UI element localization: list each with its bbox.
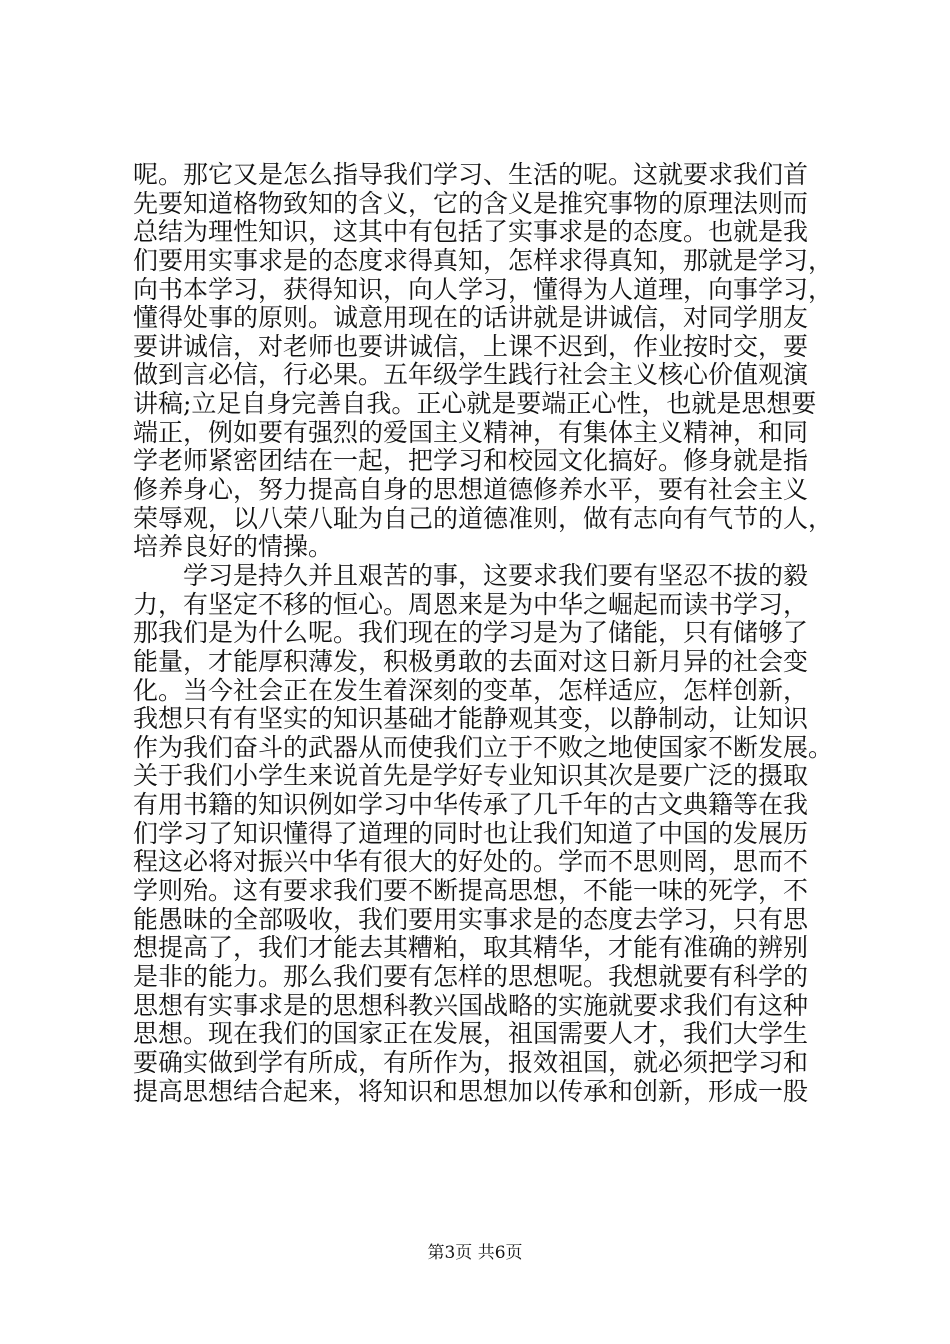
text-line: 我想只有有坚实的知识基础才能静观其变，以静制动，让知识: [133, 704, 809, 734]
text-line: 们学习了知识懂得了道理的同时也让我们知道了中国的发展历: [133, 818, 809, 848]
text-line: 荣辱观，以八荣八耻为自己的道德准则，做有志向有气节的人，: [133, 503, 834, 533]
text-line: 作为我们奋斗的武器从而使我们立于不败之地使国家不断发展。: [133, 732, 834, 762]
text-line: 讲稿;立足自身完善自我。正心就是要端正心性，也就是思想要: [133, 389, 817, 419]
text-line: 要确实做到学有所成，有所作为，报效祖国，就必须把学习和: [133, 1047, 809, 1077]
text-line: 是非的能力。那么我们要有怎样的思想呢。我想就要有科学的: [133, 961, 809, 991]
text-line: 关于我们小学生来说首先是学好专业知识其次是要广泛的摄取: [133, 761, 809, 791]
text-line: 有用书籍的知识例如学习中华传承了几千年的古文典籍等在我: [133, 790, 809, 820]
text-line: 思想。现在我们的国家正在发展，祖国需要人才，我们大学生: [133, 1019, 809, 1049]
text-line: 端正，例如要有强烈的爱国主义精神，有集体主义精神，和同: [133, 417, 809, 447]
text-line: 学习是持久并且艰苦的事，这要求我们要有坚忍不拔的毅: [133, 560, 809, 590]
text-line: 修养身心，努力提高自身的思想道德修养水平，要有社会主义: [133, 475, 809, 505]
text-line: 思想有实事求是的思想科教兴国战略的实施就要求我们有这种: [133, 990, 809, 1020]
text-line: 学老师紧密团结在一起，把学习和校园文化搞好。修身就是指: [133, 446, 809, 476]
text-line: 力，有坚定不移的恒心。周恩来是为中华之崛起而读书学习，: [133, 589, 809, 619]
text-line: 要讲诚信，对老师也要讲诚信，上课不迟到，作业按时交，要: [133, 331, 809, 361]
text-line: 那我们是为什么呢。我们现在的学习是为了储能，只有储够了: [133, 618, 809, 648]
text-line: 培养良好的情操。: [133, 532, 334, 562]
text-line: 学则殆。这有要求我们要不断提高思想，不能一味的死学，不: [133, 876, 809, 906]
text-line: 提高思想结合起来，将知识和思想加以传承和创新，形成一股: [133, 1076, 809, 1106]
page-footer: 第3页 共6页: [427, 1243, 523, 1263]
text-line: 向书本学习，获得知识，向人学习，懂得为人道理，向事学习，: [133, 274, 834, 304]
text-line: 懂得处事的原则。诚意用现在的话讲就是讲诚信，对同学朋友: [133, 303, 809, 333]
text-line: 们要用实事求是的态度求得真知，怎样求得真知，那就是学习，: [133, 245, 834, 275]
text-line: 总结为理性知识，这其中有包括了实事求是的态度。也就是我: [133, 217, 809, 247]
text-line: 能愚昧的全部吸收，我们要用实事求是的态度去学习，只有思: [133, 904, 809, 934]
text-line: 做到言必信，行必果。五年级学生践行社会主义核心价值观演: [133, 360, 809, 390]
text-line: 呢。那它又是怎么指导我们学习、生活的呢。这就要求我们首: [133, 160, 809, 189]
body-text: [133, 161, 833, 1106]
text-line: 化。当今社会正在发生着深刻的变革，怎样适应，怎样创新，: [133, 675, 809, 705]
text-line: 想提高了，我们才能去其糟粕，取其精华，才能有准确的辨别: [133, 933, 809, 963]
text-line: 程这必将对振兴中华有很大的好处的。学而不思则罔，思而不: [133, 847, 809, 877]
text-line: 先要知道格物致知的含义，它的含义是推究事物的原理法则而: [133, 188, 809, 218]
text-line: 能量，才能厚积薄发，积极勇敢的去面对这日新月异的社会变: [133, 646, 809, 676]
